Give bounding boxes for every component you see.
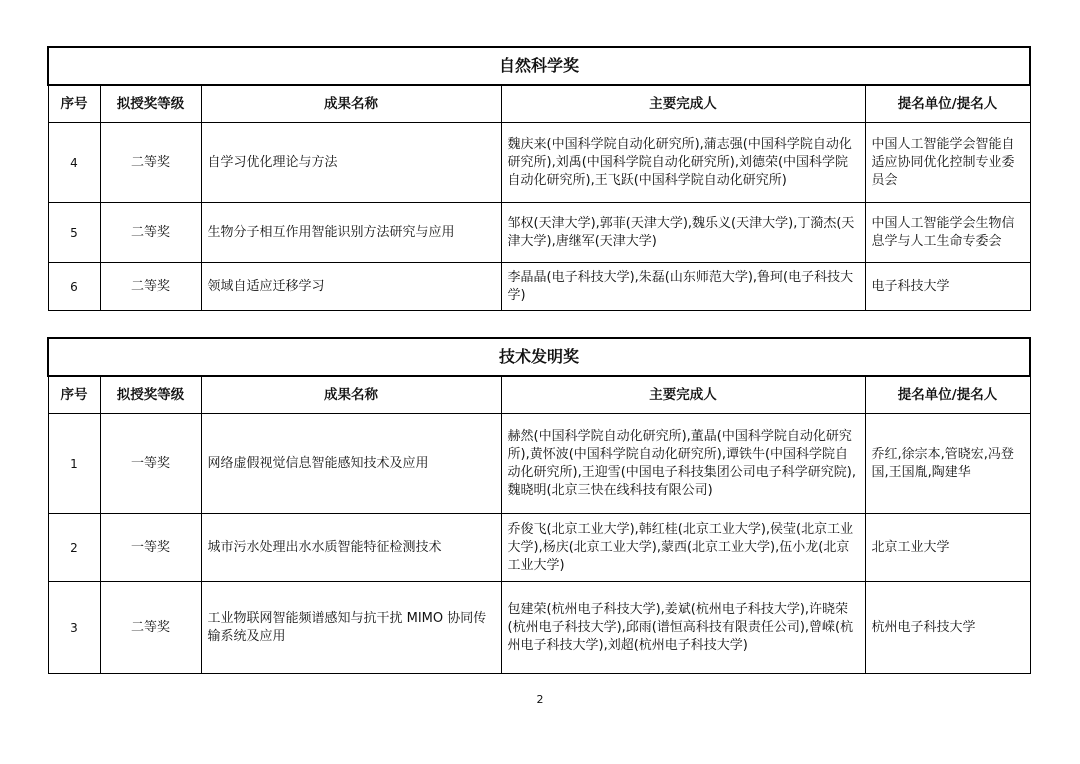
nominator: 中国人工智能学会智能自适应协同优化控制专业委员会 — [865, 123, 1030, 203]
header-num: 序号 — [48, 376, 100, 414]
award-level: 二等奖 — [100, 263, 201, 311]
header-people: 主要完成人 — [501, 376, 865, 414]
main-contributors: 邹权(天津大学),郭菲(天津大学),魏乐义(天津大学),丁漪杰(天津大学),唐继军(天津大学) — [501, 203, 865, 263]
table-row — [48, 123, 1030, 203]
row-number: 5 — [48, 203, 100, 263]
header-level: 拟授奖等级 — [100, 376, 201, 414]
award-level: 二等奖 — [100, 582, 201, 674]
row-number: 3 — [48, 582, 100, 674]
achievement-name: 领域自适应迁移学习 — [201, 263, 501, 311]
row-number: 4 — [48, 123, 100, 203]
page-number: 2 — [536, 693, 544, 706]
row-number: 2 — [48, 514, 100, 582]
header-level: 拟授奖等级 — [100, 85, 201, 123]
section-title: 自然科学奖 — [48, 47, 1030, 85]
award-level: 一等奖 — [100, 514, 201, 582]
row-number: 1 — [48, 414, 100, 514]
achievement-name: 自学习优化理论与方法 — [201, 123, 501, 203]
nominator: 中国人工智能学会生物信息学与人工生命专委会 — [865, 203, 1030, 263]
table-row — [48, 263, 1030, 311]
award-level: 一等奖 — [100, 414, 201, 514]
nominator: 北京工业大学 — [865, 514, 1030, 582]
header-people: 主要完成人 — [501, 85, 865, 123]
nominator: 杭州电子科技大学 — [865, 582, 1030, 674]
natural-science-award-table — [47, 46, 1031, 311]
header-nominator: 提名单位/提名人 — [865, 85, 1030, 123]
row-number: 6 — [48, 263, 100, 311]
main-contributors: 乔俊飞(北京工业大学),韩红桂(北京工业大学),侯莹(北京工业大学),杨庆(北京工业大学),蒙西(北京工业大学),伍小龙(北京工业大学) — [501, 514, 865, 582]
achievement-name: 工业物联网智能频谱感知与抗干扰 MIMO 协同传输系统及应用 — [201, 582, 501, 674]
nominator: 电子科技大学 — [865, 263, 1030, 311]
award-level: 二等奖 — [100, 123, 201, 203]
table-row — [48, 514, 1030, 582]
achievement-name: 网络虚假视觉信息智能感知技术及应用 — [201, 414, 501, 514]
header-nominator: 提名单位/提名人 — [865, 376, 1030, 414]
header-num: 序号 — [48, 85, 100, 123]
main-contributors: 包建荣(杭州电子科技大学),姜斌(杭州电子科技大学),许晓荣(杭州电子科技大学),邱雨(谱恒高科技有限责任公司),曾嵘(杭州电子科技大学),刘超(杭州电子科技大学) — [501, 582, 865, 674]
header-name: 成果名称 — [201, 85, 501, 123]
technical-invention-award-table — [47, 337, 1031, 674]
achievement-name: 城市污水处理出水水质智能特征检测技术 — [201, 514, 501, 582]
main-contributors: 魏庆来(中国科学院自动化研究所),蒲志强(中国科学院自动化研究所),刘禹(中国科学院自动化研究所),刘德荣(中国科学院自动化研究所),王飞跃(中国科学院自动化研究所) — [501, 123, 865, 203]
achievement-name: 生物分子相互作用智能识别方法研究与应用 — [201, 203, 501, 263]
table-row — [48, 582, 1030, 674]
main-contributors: 赫然(中国科学院自动化研究所),董晶(中国科学院自动化研究所),黄怀波(中国科学院自动化研究所),谭铁牛(中国科学院自动化研究所),王迎雪(中国电子科技集团公司电子科学研究院),魏晓明(北京三快在线科技有限公司) — [501, 414, 865, 514]
table-row — [48, 414, 1030, 514]
header-name: 成果名称 — [201, 376, 501, 414]
section-title: 技术发明奖 — [48, 338, 1030, 376]
award-level: 二等奖 — [100, 203, 201, 263]
main-contributors: 李晶晶(电子科技大学),朱磊(山东师范大学),鲁珂(电子科技大学) — [501, 263, 865, 311]
nominator: 乔红,徐宗本,管晓宏,冯登国,王国胤,陶建华 — [865, 414, 1030, 514]
table-row — [48, 203, 1030, 263]
